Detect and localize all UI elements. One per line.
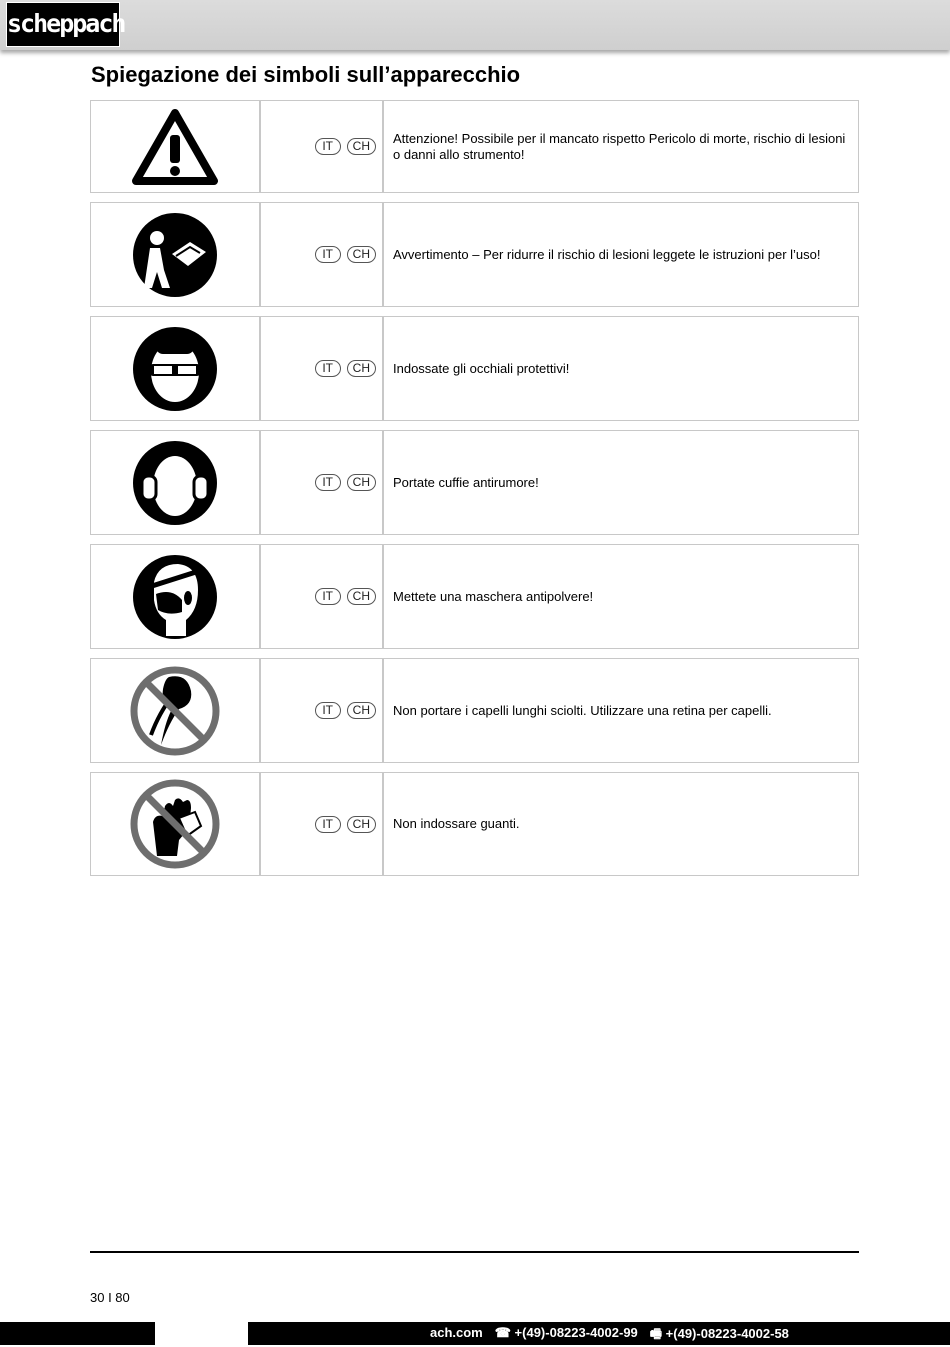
lang-badge-it: IT bbox=[315, 474, 341, 491]
symbol-row-dust-mask bbox=[90, 544, 859, 649]
symbol-row-no-long-hair bbox=[90, 658, 859, 763]
ear-protection-icon bbox=[132, 440, 218, 526]
no-long-hair-icon bbox=[129, 665, 221, 757]
language-cell bbox=[261, 101, 384, 192]
no-gloves-icon bbox=[129, 778, 221, 870]
lang-badge-ch: CH bbox=[347, 360, 376, 377]
header-bar bbox=[0, 0, 950, 50]
language-cell bbox=[261, 203, 384, 306]
language-cell bbox=[261, 431, 384, 534]
symbol-row-no-gloves bbox=[90, 772, 859, 876]
symbol-cell bbox=[91, 773, 261, 875]
symbol-cell bbox=[91, 203, 261, 306]
language-cell bbox=[261, 545, 384, 648]
read-manual-icon bbox=[132, 212, 218, 298]
symbol-row-warning bbox=[90, 100, 859, 193]
symbol-description: Non indossare guanti. bbox=[393, 816, 520, 831]
lang-badge-it: IT bbox=[315, 702, 341, 719]
symbol-description: Avvertimento – Per ridurre il rischio di lesioni leggete le istruzioni per l’uso! bbox=[393, 246, 821, 262]
contact-info bbox=[430, 1325, 789, 1347]
symbol-description: Portate cuffie antirumore! bbox=[393, 474, 539, 490]
language-cell bbox=[261, 317, 384, 420]
lang-badge-ch: CH bbox=[347, 588, 376, 605]
phone-number: ☎ +(49)-08223-4002-99 bbox=[494, 1325, 638, 1340]
lang-badge-it: IT bbox=[315, 816, 341, 833]
symbol-description: Indossate gli occhiali protettivi! bbox=[393, 360, 570, 376]
symbol-cell bbox=[91, 659, 261, 762]
symbol-row-ear-protection bbox=[90, 430, 859, 535]
symbol-description: Mettete una maschera antipolvere! bbox=[393, 588, 594, 604]
lang-badge-it: IT bbox=[315, 246, 341, 263]
symbol-cell bbox=[91, 431, 261, 534]
dust-mask-icon bbox=[132, 554, 218, 640]
lang-badge-it: IT bbox=[315, 588, 341, 605]
website-link[interactable]: ach.com bbox=[430, 1325, 483, 1340]
language-cell bbox=[261, 659, 384, 762]
lang-badge-ch: CH bbox=[347, 138, 376, 155]
footer-rule bbox=[90, 1251, 859, 1253]
lang-badge-ch: CH bbox=[347, 702, 376, 719]
strip-gap bbox=[155, 1322, 248, 1345]
warning-triangle-icon bbox=[130, 107, 220, 187]
lang-badge-ch: CH bbox=[347, 474, 376, 491]
symbol-description: Non portare i capelli lunghi sciolti. Utilizzare una retina per capelli. bbox=[393, 702, 772, 718]
lang-badge-it: IT bbox=[315, 138, 341, 155]
brand-logo: scheppach bbox=[6, 2, 120, 47]
page-number: 30 I 80 bbox=[90, 1290, 130, 1305]
lang-badge-ch: CH bbox=[347, 816, 376, 833]
symbol-cell bbox=[91, 317, 261, 420]
symbol-row-goggles bbox=[90, 316, 859, 421]
symbol-cell bbox=[91, 545, 261, 648]
page-title: Spiegazione dei simboli sull’apparecchio bbox=[91, 62, 521, 87]
lang-badge-ch: CH bbox=[347, 246, 376, 263]
symbol-description: Attenzione! Possibile per il mancato rispetto Pericolo di morte, rischio di lesioni o danni allo strumento! bbox=[393, 130, 846, 162]
safety-goggles-icon bbox=[132, 326, 218, 412]
symbol-cell bbox=[91, 101, 261, 192]
language-cell bbox=[261, 773, 384, 875]
fax-number: 🖷 +(49)-08223-4002-58 bbox=[649, 1326, 789, 1341]
lang-badge-it: IT bbox=[315, 360, 341, 377]
symbol-row-read-manual bbox=[90, 202, 859, 307]
